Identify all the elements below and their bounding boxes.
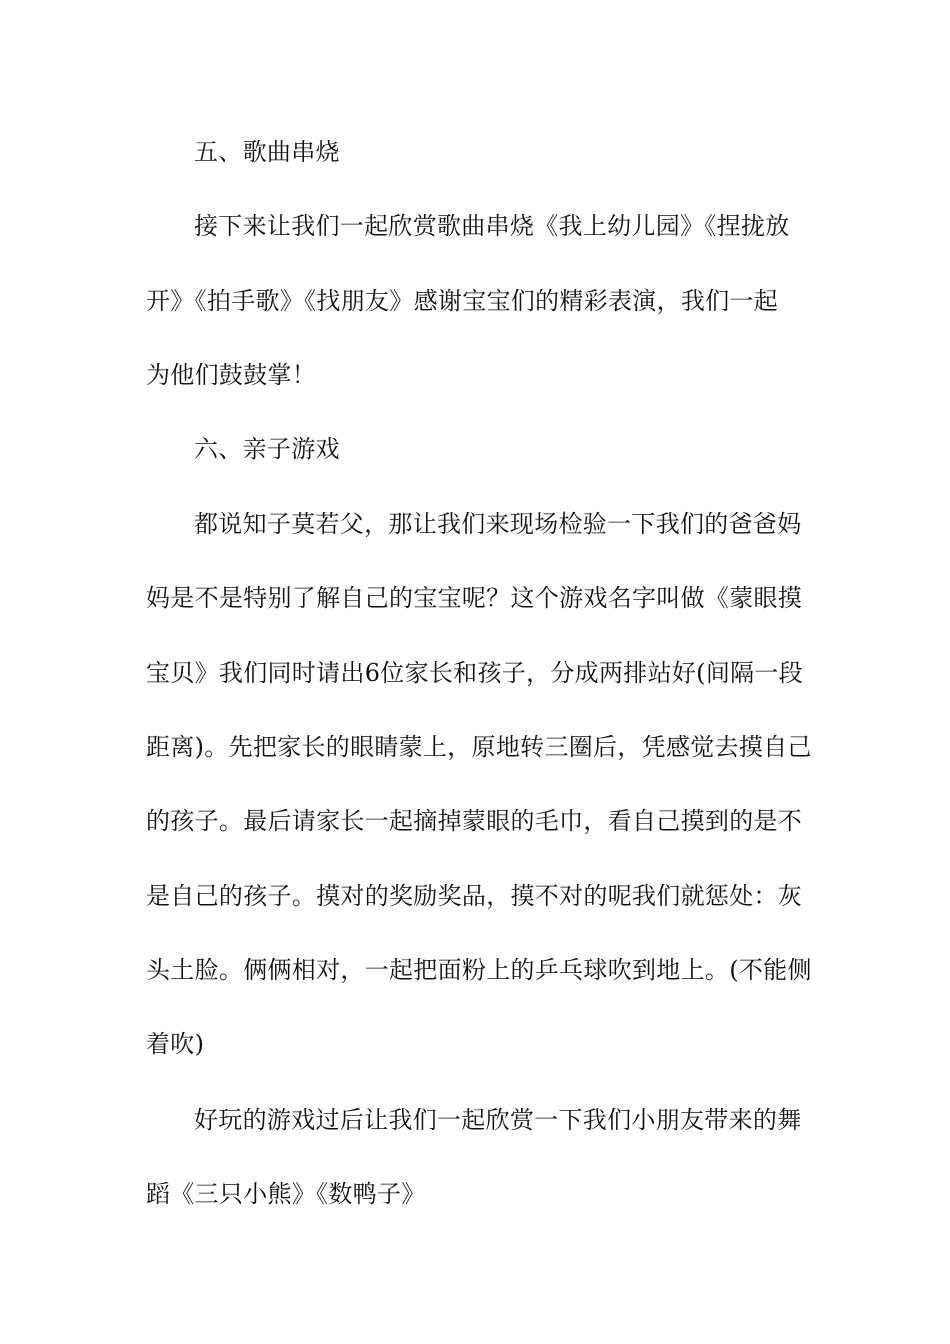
paragraph-line: 是自己的孩子。摸对的奖励奖品，摸不对的呢我们就惩处：灰 <box>146 882 803 910</box>
paragraph-line: 都说知子莫若父，那让我们来现场检验一下我们的爸爸妈 <box>194 510 802 538</box>
paragraph-line: 头土脸。俩俩相对，一起把面粉上的乒乓球吹到地上。(不能侧 <box>146 956 812 984</box>
paragraph-line: 宝贝》我们同时请出6位家长和孩子，分成两排站好(间隔一段 <box>146 659 804 687</box>
paragraph-line: 开》《拍手歌》《找朋友》感谢宝宝们的精彩表演，我们一起 <box>146 287 779 315</box>
paragraph-line: 为他们鼓鼓掌！ <box>146 361 317 389</box>
paragraph-line: 的孩子。最后请家长一起摘掉蒙眼的毛巾，看自己摸到的是不 <box>146 807 803 835</box>
paragraph-line: 好玩的游戏过后让我们一起欣赏一下我们小朋友带来的舞 <box>194 1106 802 1134</box>
paragraph-line: 妈是不是特别了解自己的宝宝呢？这个游戏名字叫做《蒙眼摸 <box>146 584 803 612</box>
paragraph-line: 接下来让我们一起欣赏歌曲串烧《我上幼儿园》《捏拢放 <box>194 212 790 240</box>
paragraph-line: 距离)。先把家长的眼睛蒙上，原地转三圈后，凭感觉去摸自己 <box>146 733 812 761</box>
paragraph-line: 着吹) <box>146 1030 205 1058</box>
section-heading-parent-child-game: 六、亲子游戏 <box>194 435 340 463</box>
paragraph-line: 蹈《三只小熊》《数鸭子》 <box>146 1180 426 1208</box>
section-heading-song-medley: 五、歌曲串烧 <box>194 138 340 166</box>
